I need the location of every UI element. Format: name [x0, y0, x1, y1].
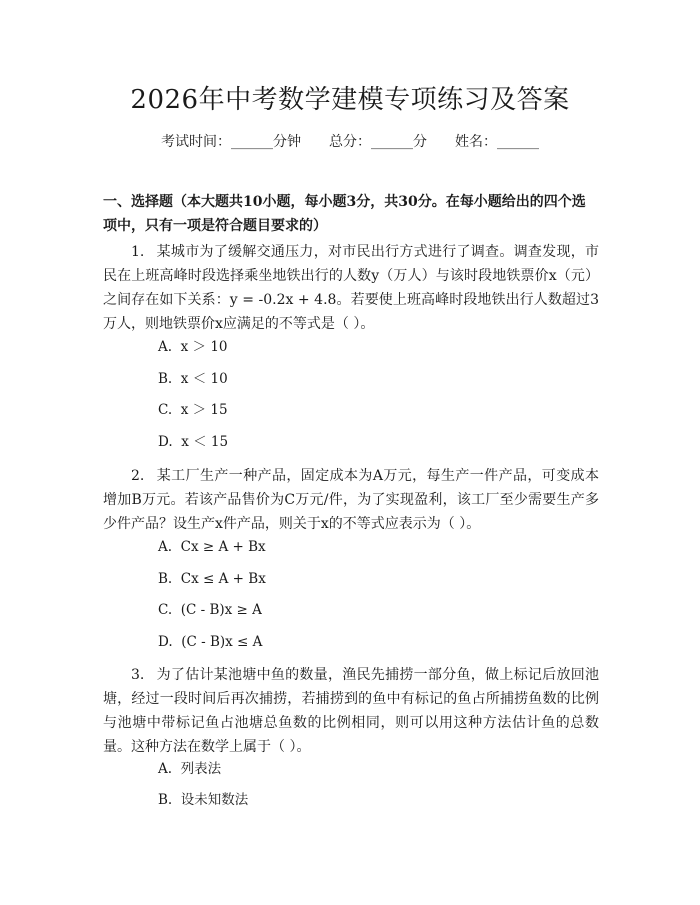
question-text: 某城市为了缓解交通压力，对市民出行方式进行了调查。调查发现，市民在上班高峰时段选择乘坐地铁出行的人数y（万人）与该时段地铁票价x（元）之间存在如下关系：y = -0.2x + 4.8。若要使上班高峰时段地铁出行人数超过3万人，则地铁票价x应满足的不等式是（ ）。: [103, 244, 599, 332]
option-2a: A. Cx ≥ A + Bx: [158, 539, 266, 555]
option-2d: D. (C - B)x ≤ A: [158, 634, 263, 650]
exam-meta: [0, 132, 700, 152]
section-heading: 一、选择题（本大题共10小题，每小题3分，共30分。在每小题给出的四个选项中，只有一项是符合题目要求的）: [103, 194, 586, 234]
question-number: 3.: [131, 667, 145, 683]
option-3b: B. 设未知数法: [158, 792, 249, 808]
question-1: [103, 240, 599, 336]
question-text: 某工厂生产一种产品，固定成本为A万元，每生产一件产品，可变成本增加B万元。若该产品售价为C万元/件，为了实现盈利，该工厂至少需要生产多少件产品？设生产x件产品，则关于x的不等式应表示为（ ）。: [103, 468, 599, 532]
option-3a: A. 列表法: [158, 761, 222, 777]
question-text: 为了估计某池塘中鱼的数量，渔民先捕捞一部分鱼，做上标记后放回池塘，经过一段时间后再次捕捞，若捕捞到的鱼中有标记的鱼占所捕捞鱼数的比例与池塘中带标记鱼占池塘总鱼数的比例相同，则可以用这种方法估计鱼的总数量。这种方法在数学上属于（ ）。: [103, 667, 599, 755]
option-1d: D. x ＜ 15: [158, 434, 229, 450]
option-1b: B. x ＜ 10: [158, 371, 228, 387]
question-number: 2.: [131, 468, 145, 484]
exam-time: 考试时间：______分钟: [161, 134, 301, 150]
option-2b: B. Cx ≤ A + Bx: [158, 571, 266, 587]
question-2: [103, 464, 599, 536]
option-1c: C. x ＞ 15: [158, 402, 228, 418]
question-number: 1.: [131, 244, 145, 260]
question-3: [103, 663, 599, 759]
option-2c: C. (C - B)x ≥ A: [158, 602, 262, 618]
option-1a: A. x ＞ 10: [158, 339, 228, 355]
student-name: 姓名：______: [455, 134, 539, 150]
page-title: 2026年中考数学建模专项练习及答案: [130, 85, 570, 115]
total-score: 总分：______分: [329, 134, 427, 150]
